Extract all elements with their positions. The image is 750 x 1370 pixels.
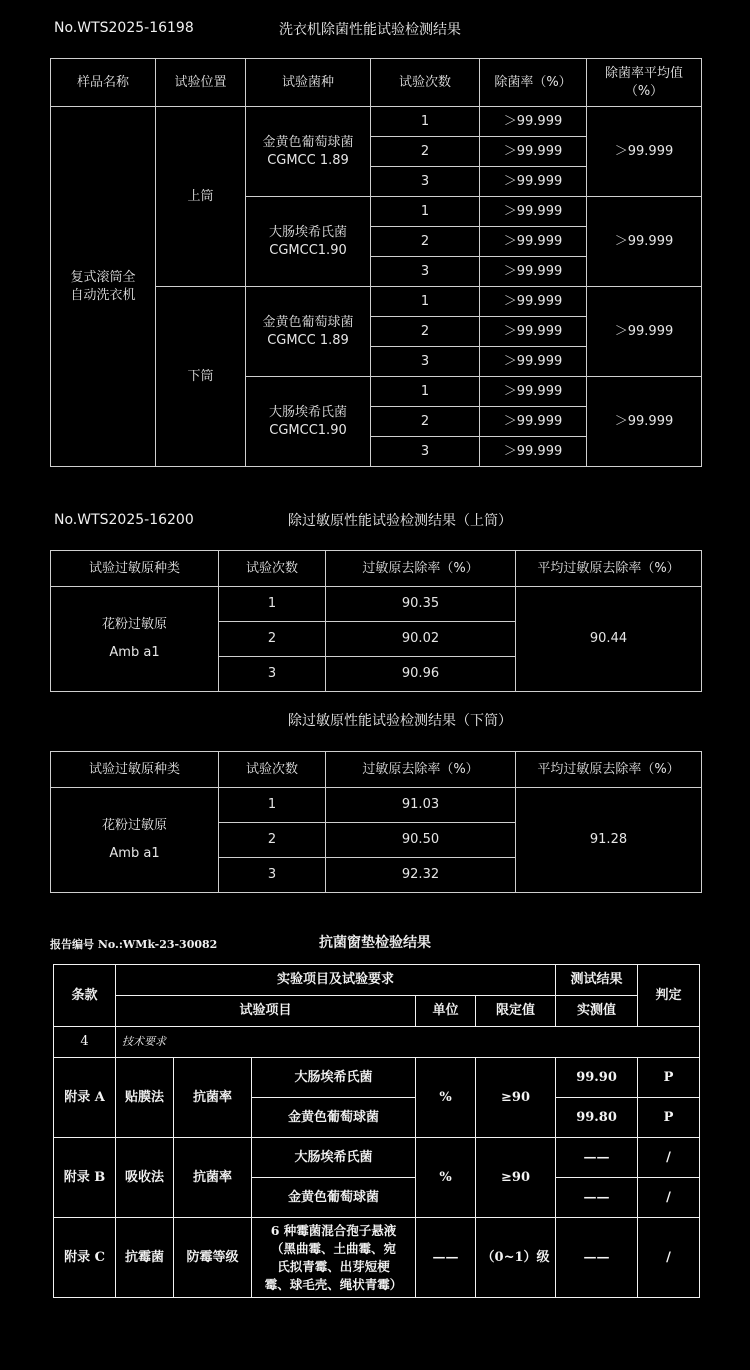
rate-cell: ＞99.999 [480, 377, 587, 407]
method-antifungal: 抗霉菌 [116, 1218, 174, 1298]
rate-cell: ＞99.999 [480, 107, 587, 137]
table-2-title: 除过敏原性能试验检测结果（上筒） [288, 513, 512, 529]
run-cell: 3 [219, 657, 326, 692]
avg-cell: ＞99.999 [587, 107, 702, 197]
antibacterial-pad-table [53, 964, 700, 1298]
index-antibacterial: 抗菌率 [174, 1138, 252, 1218]
header-avg-removal: 平均过敏原去除率（%） [516, 551, 702, 587]
header-strain: 试验菌种 [246, 59, 371, 107]
measured-value: 99.90 [556, 1058, 638, 1098]
rate-cell: ＞99.999 [480, 437, 587, 467]
judgement-pass: P [638, 1058, 700, 1098]
rate-cell: ＞99.999 [480, 257, 587, 287]
strain-cell: 大肠埃希氏菌 CGMCC1.90 [246, 377, 371, 467]
removal-value: 90.02 [326, 622, 516, 657]
allergen-name: 花粉过敏原 Amb a1 [51, 788, 219, 893]
run-cell: 3 [371, 437, 480, 467]
avg-removal: 90.44 [516, 587, 702, 692]
run-cell: 3 [371, 257, 480, 287]
judgement-slash: / [638, 1178, 700, 1218]
technical-requirements: 技术要求 [116, 1027, 700, 1058]
rate-cell: ＞99.999 [480, 347, 587, 377]
avg-cell: ＞99.999 [587, 197, 702, 287]
report-number-3: 报告编号 No.:WMk-23-30082 [50, 938, 218, 951]
table-2b-title: 除过敏原性能试验检测结果（下筒） [288, 713, 512, 729]
header-unit: 单位 [416, 996, 476, 1027]
run-cell: 1 [371, 197, 480, 227]
sterilization-table [50, 58, 702, 467]
header-runs: 试验次数 [371, 59, 480, 107]
position-upper: 上筒 [156, 107, 246, 287]
run-cell: 2 [219, 823, 326, 858]
header-test-result: 测试结果 [556, 965, 638, 996]
judgement-slash: / [638, 1138, 700, 1178]
header-limit: 限定值 [476, 996, 556, 1027]
organism-ecoli: 大肠埃希氏菌 [252, 1058, 416, 1098]
header-rate: 除菌率（%） [480, 59, 587, 107]
measured-value: 99.80 [556, 1098, 638, 1138]
header-items-requirements: 实验项目及试验要求 [116, 965, 556, 996]
run-cell: 1 [371, 107, 480, 137]
rate-cell: ＞99.999 [480, 227, 587, 257]
run-cell: 1 [371, 377, 480, 407]
unit-percent: % [416, 1138, 476, 1218]
header-runs: 试验次数 [219, 551, 326, 587]
run-cell: 2 [371, 407, 480, 437]
report-number-2: No.WTS2025-16200 [54, 512, 194, 528]
run-cell: 2 [371, 227, 480, 257]
method-absorption: 吸收法 [116, 1138, 174, 1218]
strain-cell: 金黄色葡萄球菌 CGMCC 1.89 [246, 287, 371, 377]
header-allergen: 试验过敏原种类 [51, 551, 219, 587]
run-cell: 1 [219, 788, 326, 823]
removal-value: 92.32 [326, 858, 516, 893]
strain-cell: 金黄色葡萄球菌 CGMCC 1.89 [246, 107, 371, 197]
unit-percent: % [416, 1058, 476, 1138]
clause-number: 4 [54, 1027, 116, 1058]
header-removal: 过敏原去除率（%） [326, 551, 516, 587]
allergen-table-upper [50, 550, 702, 692]
judgement-slash: / [638, 1218, 700, 1298]
run-cell: 2 [219, 622, 326, 657]
allergen-table-lower [50, 751, 702, 893]
header-judgement: 判定 [638, 965, 700, 1027]
mold-spore-suspension: 6 种霉菌混合孢子悬液 （黑曲霉、土曲霉、宛 氏拟青霉、出芽短梗 霉、球毛壳、绳状青霉） [252, 1218, 416, 1298]
limit-grade: （0~1）级 [476, 1218, 556, 1298]
position-lower: 下筒 [156, 287, 246, 467]
run-cell: 2 [371, 317, 480, 347]
removal-value: 91.03 [326, 788, 516, 823]
header-allergen: 试验过敏原种类 [51, 752, 219, 788]
run-cell: 3 [371, 167, 480, 197]
limit-ge-90: ≥90 [476, 1058, 556, 1138]
run-cell: 1 [219, 587, 326, 622]
table-3-title: 抗菌窗垫检验结果 [319, 935, 431, 951]
run-cell: 1 [371, 287, 480, 317]
rate-cell: ＞99.999 [480, 197, 587, 227]
rate-cell: ＞99.999 [480, 167, 587, 197]
header-avg-removal: 平均过敏原去除率（%） [516, 752, 702, 788]
table-1-title: 洗衣机除菌性能试验检测结果 [279, 22, 461, 38]
rate-cell: ＞99.999 [480, 407, 587, 437]
header-runs: 试验次数 [219, 752, 326, 788]
removal-value: 90.96 [326, 657, 516, 692]
appendix-a: 附录 A [54, 1058, 116, 1138]
judgement-pass: P [638, 1098, 700, 1138]
rate-cell: ＞99.999 [480, 317, 587, 347]
rate-cell: ＞99.999 [480, 137, 587, 167]
run-cell: 2 [371, 137, 480, 167]
header-sample: 样品名称 [51, 59, 156, 107]
header-position: 试验位置 [156, 59, 246, 107]
strain-cell: 大肠埃希氏菌 CGMCC1.90 [246, 197, 371, 287]
removal-value: 90.35 [326, 587, 516, 622]
measured-dash: —— [556, 1218, 638, 1298]
header-clause: 条款 [54, 965, 116, 1027]
measured-dash: —— [556, 1178, 638, 1218]
header-test-item: 试验项目 [116, 996, 416, 1027]
avg-cell: ＞99.999 [587, 287, 702, 377]
index-antibacterial: 抗菌率 [174, 1058, 252, 1138]
allergen-name: 花粉过敏原 Amb a1 [51, 587, 219, 692]
report-number-1: No.WTS2025-16198 [54, 20, 194, 36]
header-measured: 实测值 [556, 996, 638, 1027]
run-cell: 3 [371, 347, 480, 377]
header-removal: 过敏原去除率（%） [326, 752, 516, 788]
organism-staph: 金黄色葡萄球菌 [252, 1098, 416, 1138]
organism-ecoli: 大肠埃希氏菌 [252, 1138, 416, 1178]
method-film: 贴膜法 [116, 1058, 174, 1138]
organism-staph: 金黄色葡萄球菌 [252, 1178, 416, 1218]
avg-cell: ＞99.999 [587, 377, 702, 467]
appendix-c: 附录 C [54, 1218, 116, 1298]
run-cell: 3 [219, 858, 326, 893]
header-avg: 除菌率平均值 （%） [587, 59, 702, 107]
unit-dash: —— [416, 1218, 476, 1298]
index-mold-grade: 防霉等级 [174, 1218, 252, 1298]
measured-dash: —— [556, 1138, 638, 1178]
appendix-b: 附录 B [54, 1138, 116, 1218]
removal-value: 90.50 [326, 823, 516, 858]
limit-ge-90: ≥90 [476, 1138, 556, 1218]
rate-cell: ＞99.999 [480, 287, 587, 317]
sample-name: 复式滚筒全 自动洗衣机 [51, 107, 156, 467]
avg-removal: 91.28 [516, 788, 702, 893]
